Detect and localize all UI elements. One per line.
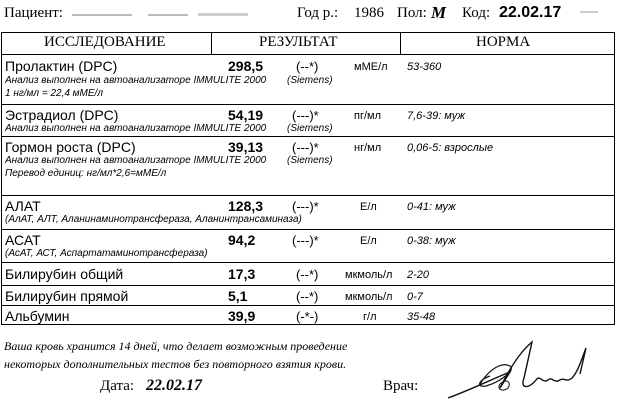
test-norm: 53-360 [407,61,442,73]
birth-year-value: 1986 [354,5,384,21]
unit-conversion-note: 1 нг/мл = 22,4 мМЕ/л [5,88,103,99]
test-value: 128,3 [228,198,264,214]
test-norm: 0,06-5: взрослые [407,142,494,154]
test-value: 39,13 [228,139,264,155]
test-flag: (---)* [292,108,319,123]
test-unit: г/л [363,311,377,323]
code-label: Код: [462,5,491,21]
test-name: Билирубин прямой [5,288,129,304]
test-norm: 2-20 [407,269,430,281]
column-divider [400,32,401,54]
test-unit: мМЕ/л [354,61,388,73]
test-unit: мкмоль/л [345,269,393,281]
analyzer-note: Анализ выполнен на автоанализаторе IMMULITE 2000 [5,155,267,166]
analyzer-note: Анализ выполнен на автоанализаторе IMMULITE 2000 [5,123,267,134]
test-unit: нг/мл [354,142,382,154]
method-note: (Siemens) [287,155,333,166]
test-norm: 0-41: муж [407,201,456,213]
column-header-result: РЕЗУЛЬТАТ [259,34,338,50]
test-flag: (--*) [296,289,319,304]
row-divider [1,305,615,306]
analyzer-note: Анализ выполнен на автоанализаторе IMMULITE 2000 [5,75,267,86]
test-unit: мкмоль/л [345,291,393,303]
code-suffix-redacted [580,11,598,13]
synonyms-note: (АсАТ, АСТ, Аспартатаминотрансфераза) [5,248,208,259]
column-header-study: ИССЛЕДОВАНИЕ [44,34,166,50]
test-flag: (---)* [292,199,319,214]
test-value: 5,1 [228,288,248,304]
test-value: 54,19 [228,107,264,123]
row-divider [1,54,615,55]
row-divider [1,104,615,105]
doctor-label: Врач: [383,378,419,394]
test-flag: (---)* [292,140,319,155]
test-value: 94,2 [228,232,256,248]
test-flag: (-*-) [296,309,319,324]
method-note: (Siemens) [287,75,333,86]
sex-value: М [431,3,447,22]
patient-label: Пациент: [4,5,63,21]
test-value: 298,5 [228,58,264,74]
storage-note: некоторых дополнительных тестов без повторного взятия крови. [4,357,347,371]
test-name: Гормон роста (DPC) [5,139,136,155]
column-divider [211,32,212,54]
row-divider [1,229,615,230]
test-unit: пг/мл [354,110,382,122]
code-value: 22.02.17 [499,4,562,21]
test-name: Пролактин (DPC) [5,58,118,74]
row-divider [1,285,615,286]
test-name: Эстрадиол (DPC) [5,107,119,123]
test-name: АСАТ [5,232,41,248]
test-value: 17,3 [228,266,256,282]
date-label: Дата: [100,378,135,394]
test-name: Альбумин [5,308,70,324]
test-name: АЛАТ [5,198,41,214]
sex-label: Пол: [397,5,427,21]
row-divider [1,262,615,263]
column-header-norm: НОРМА [476,34,531,50]
unit-conversion-note: Перевод единиц: нг/мл*2,6=мМЕ/л [5,168,167,179]
test-unit: Е/л [360,201,377,213]
storage-note: Ваша кровь хранится 14 дней, что делает возможным проведение [4,339,348,353]
test-unit: Е/л [360,235,377,247]
test-norm: 7,6-39: муж [407,110,465,122]
test-name: Билирубин общий [5,266,124,282]
birth-year-label: Год р.: [297,5,339,21]
method-note: (Siemens) [287,123,333,134]
test-norm: 35-48 [407,311,436,323]
patient-name-redacted [68,8,258,20]
synonyms-note: (АлАТ, АЛТ, Аланинаминотрансфераза, Аланинтрансаминаза) [5,214,302,225]
date-value: 22.02.17 [146,377,202,394]
test-norm: 0-38: муж [407,235,456,247]
test-flag: (--*) [296,59,319,74]
test-flag: (---)* [292,233,319,248]
test-value: 39,9 [228,308,256,324]
row-divider [1,195,615,196]
test-flag: (--*) [296,267,319,282]
doctor-signature [440,328,600,406]
test-norm: 0-7 [407,291,423,303]
row-divider [1,136,615,137]
